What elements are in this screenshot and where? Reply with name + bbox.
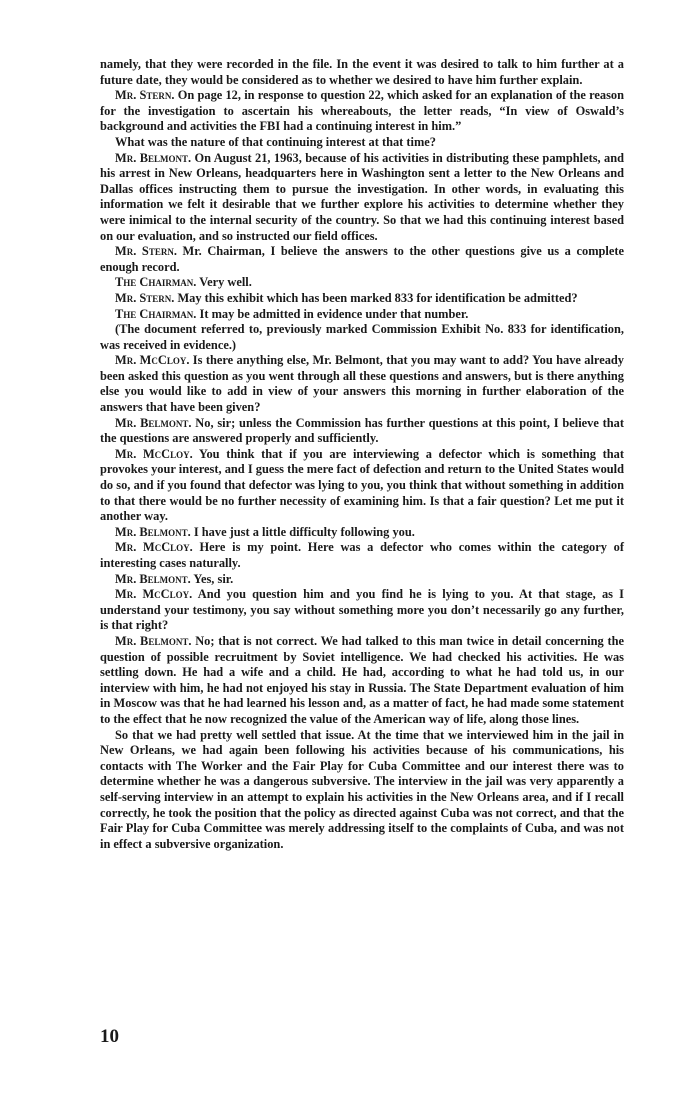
paragraph-text: namely, that they were recorded in the file. In the event it was desired to talk to him further at a future date, they would be considered as to whether we desired to have him further explain. (100, 57, 624, 87)
speaker-name: Mr. McCloy. (115, 353, 190, 368)
paragraph-text: It may be admitted in evidence under that number. (196, 306, 469, 321)
paragraph-text: Is there anything else, Mr. Belmont, that you may want to add? You have already been asked this question as you went through all these questions and answers, but is there anything else you would like to add in view of your answers this morning in further elaboration of the answers that have been given? (100, 353, 624, 415)
text-column (100, 57, 624, 852)
paragraph-text: What was the nature of that continuing interest at that time? (115, 134, 436, 149)
paragraph-text: (The document referred to, previously marked Commission Exhibit No. 833 for identification, was received in evidence.) (100, 322, 624, 352)
paragraph (100, 572, 624, 588)
speaker-name: Mr. Belmont. (115, 415, 192, 430)
paragraph (100, 307, 624, 323)
paragraph-text: On page 12, in response to question 22, which asked for an explanation of the reason for the investigation to ascertain his whereabouts, the letter reads, “In view of Oswald’s background and activities the FBI had a continuing interest in him.” (100, 88, 624, 134)
paragraph-text: May this exhibit which has been marked 833 for identification be admitted? (174, 290, 578, 305)
speaker-name: Mr. Belmont. (115, 571, 191, 586)
speaker-name: Mr. Stern. (115, 244, 177, 259)
speaker-name: Mr. Belmont. (115, 150, 192, 165)
paragraph (100, 728, 624, 853)
page-number: 10 (100, 1026, 119, 1047)
speaker-name: The Chairman. (115, 306, 197, 321)
paragraph-text: I have just a little difficulty following you. (190, 524, 415, 539)
paragraph (100, 135, 624, 151)
paragraph-text: No; that is not correct. We had talked to this man twice in detail concerning the question of possible recruitment by Soviet intelligence. We had checked his activities. He was settling down. He had a wife and a child. He had, according to what he had told us, in our interview with him, he had not enjoyed his stay in Russia. The State Department evaluation of him in Moscow was that he had learned his lesson and, as a matter of fact, he had made some statement to the effect that he now recognized the value of the American way of life, along those lines. (100, 633, 624, 726)
paragraph-text: Very well. (196, 275, 252, 290)
paragraph (100, 244, 624, 275)
paragraph (100, 322, 624, 353)
paragraph-text: No, sir; unless the Commission has further questions at this point, I believe that the questions are answered properly and sufficiently. (100, 415, 624, 446)
speaker-name: Mr. Stern. (115, 88, 175, 103)
speaker-name: Mr. Stern. (115, 290, 175, 305)
paragraph-text: Here is my point. Here was a defector who comes within the category of interesting cases naturally. (100, 540, 624, 570)
paragraph-text: And you question him and you find he is lying to you. At that stage, as I understand your testimony, you say without something more you don’t necessarily go any further, is that right? (100, 587, 624, 633)
paragraph (100, 447, 624, 525)
paragraph (100, 57, 624, 88)
paragraph (100, 88, 624, 135)
speaker-name: The Chairman. (115, 275, 197, 290)
paragraph-text: So that we had pretty well settled that issue. At the time that we interviewed him in the jail in New Orleans, we had again been following his activities because of his communications, his contacts with The Worker and the Fair Play for Cuba Committee and our interest there was to determine whether he was a dangerous subversive. The interview in the jail was very apparently a self-serving interview in an attempt to explain his activities in the New Orleans area, and if I recall correctly, he took the position that the policy as directed against Cuba was not correct, and that the Fair Play for Cuba Committee was merely addressing itself to the complaints of Cuba, and was not in effect a subversive organization. (100, 727, 624, 851)
paragraph (100, 587, 624, 634)
paragraph (100, 525, 624, 541)
paragraph (100, 291, 624, 307)
paragraph (100, 275, 624, 291)
speaker-name: Mr. Belmont. (115, 524, 191, 539)
paragraph (100, 416, 624, 447)
paragraph-text: On August 21, 1963, because of his activities in distributing these pamphlets, and his arrest in New Orleans, headquarters here in Washington sent a letter to the New Orleans and Dallas offices instructing them to pursue the investigation. In other words, in evaluating this information we felt it desirable that we further explore his activities to determine whether they were inimical to the internal security of the country. So that we had this continuing interest based on our evaluation, and so instructed our field offices. (100, 150, 624, 243)
speaker-name: Mr. Belmont. (115, 633, 192, 648)
speaker-name: Mr. McCloy. (115, 587, 193, 602)
speaker-name: Mr. McCloy. (115, 446, 193, 461)
paragraph-text: Mr. Chairman, I believe the answers to the other questions give us a complete enough record. (100, 244, 624, 274)
paragraph (100, 540, 624, 571)
paragraph-text: You think that if you are interviewing a defector which is something that provokes your interest, and I guess the mere fact of defection and return to the United States would do so, and if you found that defector was lying to you, you think that without something in addition to that there would be no further necessity of examining him. Is that a fair question? Let me put it another way. (100, 446, 624, 524)
paragraph (100, 353, 624, 415)
paragraph-text: Yes, sir. (190, 571, 234, 586)
paragraph (100, 151, 624, 245)
paragraph (100, 634, 624, 728)
speaker-name: Mr. McCloy. (115, 540, 193, 555)
